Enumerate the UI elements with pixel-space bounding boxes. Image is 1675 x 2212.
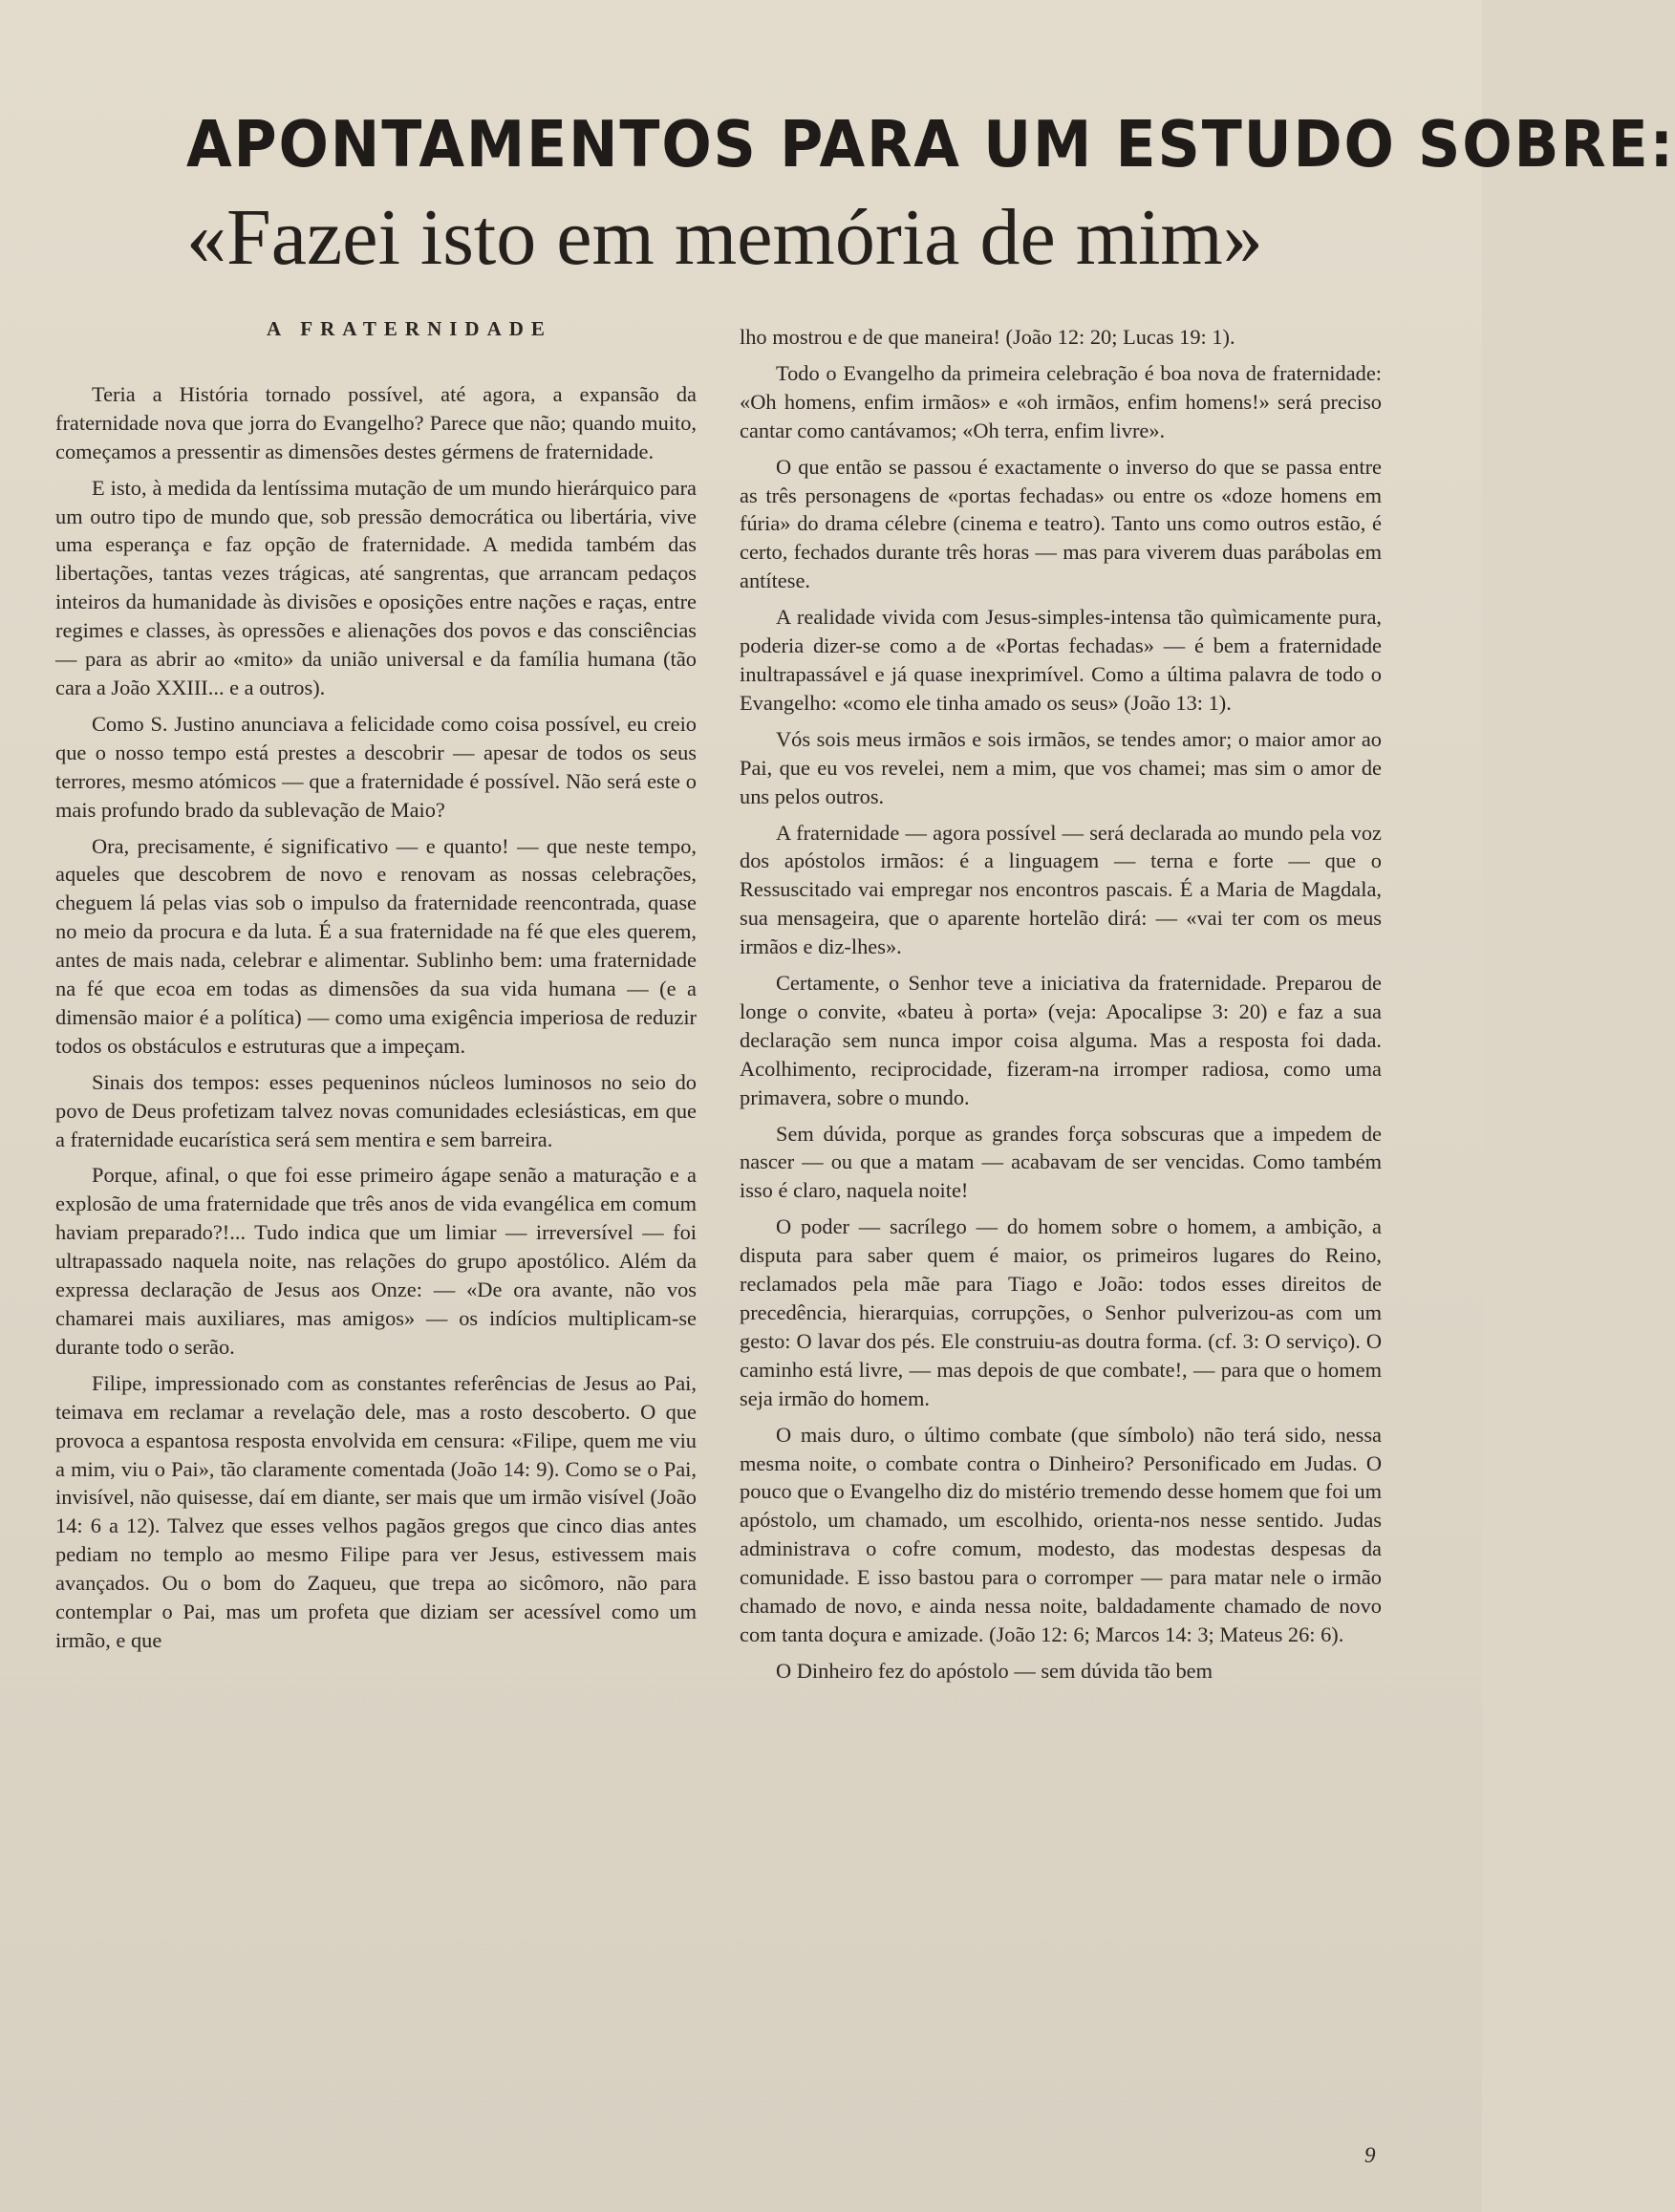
paragraph: Sem dúvida, porque as grandes força sobscuras que a impedem de nascer — ou que a matam — acabavam de ser vencidas. Como também isso é claro, naquela noite! — [740, 1121, 1382, 1203]
page-number: 9 — [1364, 2143, 1376, 2167]
paragraph: Certamente, o Senhor teve a iniciativa da fraternidade. Preparou de longe o convite, «bateu à porta» (veja: Apocalipse 3: 20) e faz a sua declaração sem nunca impor coisa alguma. Mas a resposta foi dada. Acolhimento, reciprocidade, fizeram-na irromper radiosa, como uma primavera, sobre o mundo. — [740, 971, 1382, 1109]
paragraph: lho mostrou e de que maneira! (João 12: 20; Lucas 19: 1). — [740, 325, 1235, 349]
article-subtitle: «Fazei isto em memória de mim» — [186, 193, 1263, 282]
paragraph: Todo o Evangelho da primeira celebração é boa nova de fraternidade: «Oh homens, enfim irmãos» e «oh irmãos, enfim homens!» será preciso cantar como cantávamos; «Oh terra, enfim livre». — [740, 360, 1382, 442]
paragraph: A realidade vivida com Jesus-simples-intensa tão quìmicamente pura, poderia dizer-se como a de «Portas fechadas» — é bem a fraternidade inultrapassável e já quase inexprimível. Como a última palavra de todo o Evangelho: «como ele tinha amado os seus» (João 13: 1). — [740, 605, 1382, 715]
paragraph: O que então se passou é exactamente o inverso do que se passa entre as três personagens de «portas fechadas» ou entre os «doze homens em fúria» do drama célebre (cinema e teatro). Tanto uns como outros estão, é certo, fechados durante três horas — mas para viverem duas parábolas em antítese. — [740, 454, 1382, 593]
right-column — [740, 323, 1382, 1693]
paragraph: E isto, à medida da lentíssima mutação de um mundo hierárquico para um outro tipo de mundo que, sob pressão democrática ou libertária, vive uma esperança e faz opção de fraternidade. A medida também das libertações, tantas vezes trágicas, até sangrentas, que arrancam pedaços inteiros da humanidade às divisões e oposições entre nações e raças, entre regimes e classes, às opressões e alienações dos povos e das consciências — para as abrir ao «mito» da união universal e da família humana (tão cara a João XXIII... e a outros). — [55, 475, 697, 699]
article-title: APONTAMENTOS PARA UM ESTUDO SOBRE: — [186, 107, 1675, 182]
paragraph: Como S. Justino anunciava a felicidade como coisa possível, eu creio que o nosso tempo está prestes a descobrir — apesar de todos os seus terrores, mesmo atómicos — que a fraternidade é possível. Não será este o mais profundo brado da sublevação de Maio? — [55, 711, 697, 822]
left-column — [55, 315, 697, 1663]
section-heading: A FRATERNIDADE — [267, 317, 552, 340]
paragraph: Sinais dos tempos: esses pequeninos núcleos luminosos no seio do povo de Deus profetizam talvez novas comunidades eclesiásticas, em que a fraternidade eucarística será sem mentira e sem barreira. — [55, 1069, 697, 1151]
paragraph: Filipe, impressionado com as constantes referências de Jesus ao Pai, teimava em reclamar a revelação dele, mas a rosto descoberto. O que provoca a espantosa resposta envolvida em censura: «Filipe, quem me viu a mim, viu o Pai», tão claramente comentada (João 14: 9). Como se o Pai, invisível, não quisesse, daí em diante, ser mais que um irmão visível (João 14: 6 a 12). Talvez que esses velhos pagãos gregos que cinco dias antes pediam no templo ao mesmo Filipe para ver Jesus, estivessem mais avançados. Ou o bom do Zaqueu, que trepa ao sicômoro, não para contemplar o Pai, mas um profeta que diziam ser acessível como um irmão, e que — [55, 1370, 697, 1652]
paragraph: O Dinheiro fez do apóstolo — sem dúvida tão bem — [776, 1658, 1213, 1683]
paragraph: Teria a História tornado possível, até agora, a expansão da fraternidade nova que jorra do Evangelho? Parece que não; quando muito, começamos a pressentir as dimensões destes gérmens de fraternidade. — [55, 381, 697, 463]
paragraph: Vós sois meus irmãos e sois irmãos, se tendes amor; o maior amor ao Pai, que eu vos revelei, nem a mim, que vos chamei; mas sim o amor de uns pelos outros. — [740, 726, 1382, 808]
paragraph: A fraternidade — agora possível — será declarada ao mundo pela voz dos apóstolos irmãos: é a linguagem — terna e forte — que o Ressuscitado vai empregar nos encontros pascais. É a Maria de Magdala, sua mensageira, que o aparente hortelão dirá: — «vai ter com os meus irmãos e diz-lhes». — [740, 820, 1382, 959]
paragraph: Ora, precisamente, é significativo — e quanto! — que neste tempo, aqueles que descobrem de novo e renovam as nossas celebrações, cheguem lá pelas vias sob o impulso da fraternidade reencontrada, quase no meio da procura e da luta. É a sua fraternidade na fé que eles querem, antes de mais nada, celebrar e alimentar. Sublinho bem: uma fraternidade na fé que ecoa em todas as dimensões da sua vida humana — (e a dimensão maior é a política) — como uma exigência imperiosa de reduzir todos os obstáculos e estruturas que a impeçam. — [55, 833, 697, 1058]
paragraph: O poder — sacrílego — do homem sobre o homem, a ambição, a disputa para saber quem é maior, os primeiros lugares do Reino, reclamados pela mãe para Tiago e João: todos esses direitos de precedência, hierarquias, corrupções, o Senhor pulverizou-as com um gesto: O lavar dos pés. Ele construiu-as doutra forma. (cf. 3: O serviço). O caminho está livre, — mas depois de que combate!, — para que o homem seja irmão do homem. — [740, 1214, 1382, 1410]
paragraph: Porque, afinal, o que foi esse primeiro ágape senão a maturação e a explosão de uma fraternidade que três anos de vida evangélica em comum haviam preparado?!... Tudo indica que um limiar — irreversível — foi ultrapassado naquela noite, nas relações do grupo apostólico. Além da expressa declaração de Jesus aos Onze: — «De ora avante, não vos chamarei mais auxiliares, mas amigos» — os indícios multiplicam-se durante todo o serão. — [55, 1163, 697, 1359]
paragraph: O mais duro, o último combate (que símbolo) não terá sido, nessa mesma noite, o combate contra o Dinheiro? Personificado em Judas. O pouco que o Evangelho diz do mistério tremendo desse homem que foi um apóstolo, um chamado, um escolhido, orienta-nos nesse sentido. Judas administrava o cofre comum, modesto, das modestas despesas da comunidade. E isso bastou para o corromper — para matar nele o irmão chamado de novo, e ainda nessa noite, baldadamente chamado de novo com tanta doçura e amizade. (João 12: 6; Marcos 14: 3; Mateus 26: 6). — [740, 1422, 1382, 1646]
